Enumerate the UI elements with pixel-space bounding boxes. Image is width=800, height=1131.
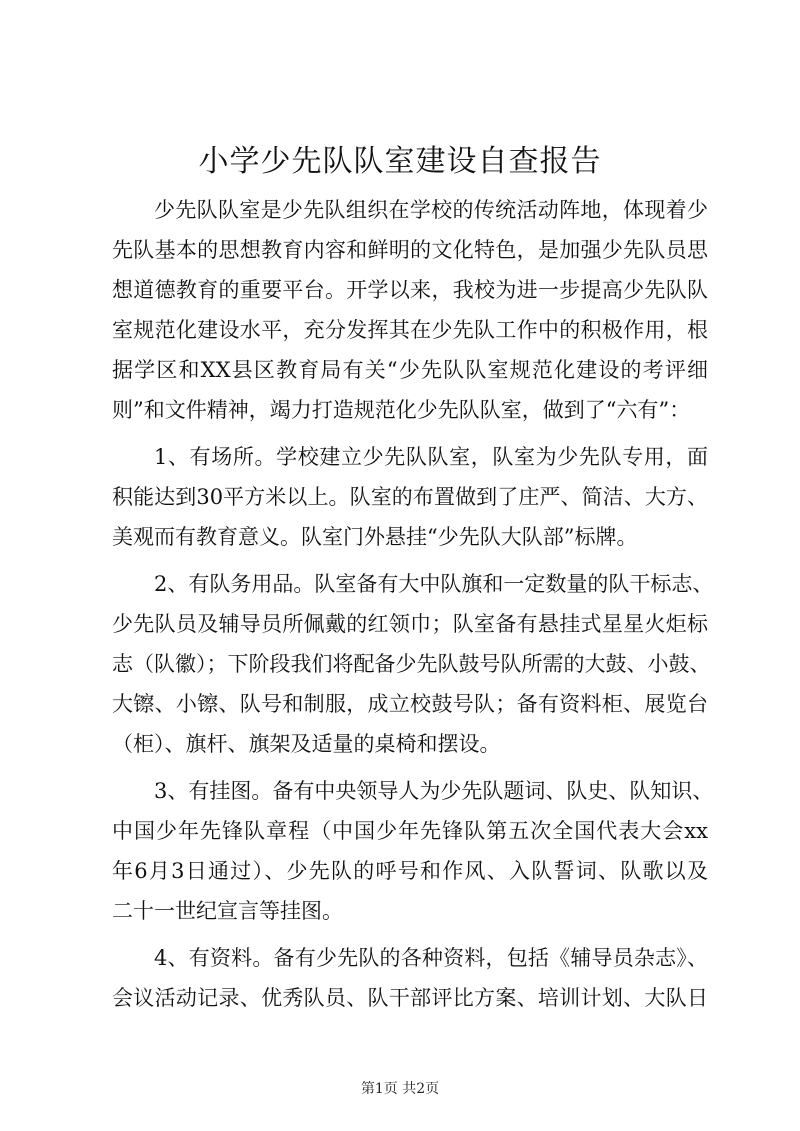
paragraph-line: 据学区和XX县区教育局有关“少先队队室规范化建设的考评细	[112, 358, 708, 382]
paragraph-line: 1、有场所。学校建立少先队队室，队室为少先队专用，面	[154, 445, 708, 469]
document-title: 小学少先队队室建设自查报告	[198, 144, 602, 179]
paragraph-line: （柜）、旗杆、旗架及适量的桌椅和摆设。	[112, 732, 501, 756]
paragraph-line: 志（队徽）；下阶段我们将配备少先队鼓号队所需的大鼓、小鼓、	[112, 652, 711, 676]
paragraph-line: 积能达到30平方米以上。队室的布置做到了庄严、简洁、大方、	[112, 485, 708, 509]
paragraph-line: 年6月3日通过）、少先队的呼号和作风、入队誓词、队歌以及	[112, 859, 708, 883]
paragraph-line: 大镲、小镲、队号和制服，成立校鼓号队；备有资料柜、展览台	[112, 692, 708, 716]
paragraph-line: 室规范化建设水平，充分发挥其在少先队工作中的积极作用，根	[112, 318, 708, 342]
paragraph-charts	[112, 771, 714, 931]
paragraph-line: 3、有挂图。备有中央领导人为少先队题词、队史、队知识、	[154, 779, 714, 803]
paragraph-line: 二十一世纪宣言等挂图。	[112, 899, 343, 923]
paragraph-line: 想道德教育的重要平台。开学以来，我校为进一步提高少先队队	[112, 278, 708, 302]
paragraph-line: 先队基本的思想教育内容和鲜明的文化特色，是加强少先队员思	[112, 238, 708, 262]
paragraph-line: 2、有队务用品。队室备有大中队旗和一定数量的队干标志、	[154, 572, 714, 596]
paragraph-line: 会议活动记录、优秀队员、队干部评比方案、培训计划、大队日	[112, 986, 708, 1010]
document-body	[112, 190, 714, 1018]
paragraph-venue	[112, 437, 708, 557]
paragraph-line: 美观而有教育意义。队室门外悬挂“少先队大队部”标牌。	[112, 525, 638, 549]
paragraph-supplies	[112, 564, 714, 764]
paragraph-line: 少先队员及辅导员所佩戴的红领巾；队室备有悬挂式星星火炬标	[112, 612, 708, 636]
paragraph-line: 4、有资料。备有少先队的各种资料，包括《辅导员杂志》、	[154, 946, 708, 970]
paragraph-line: 中国少年先锋队章程（中国少年先锋队第五次全国代表大会xx	[112, 819, 708, 843]
paragraph-intro	[112, 190, 708, 430]
page-footer: 第1页 共2页	[360, 1081, 440, 1097]
paragraph-materials	[112, 938, 708, 1018]
paragraph-line: 少先队队室是少先队组织在学校的传统活动阵地，体现着少	[154, 198, 708, 222]
paragraph-line: 则”和文件精神，竭力打造规范化少先队队室，做到了“六有”：	[112, 398, 691, 422]
